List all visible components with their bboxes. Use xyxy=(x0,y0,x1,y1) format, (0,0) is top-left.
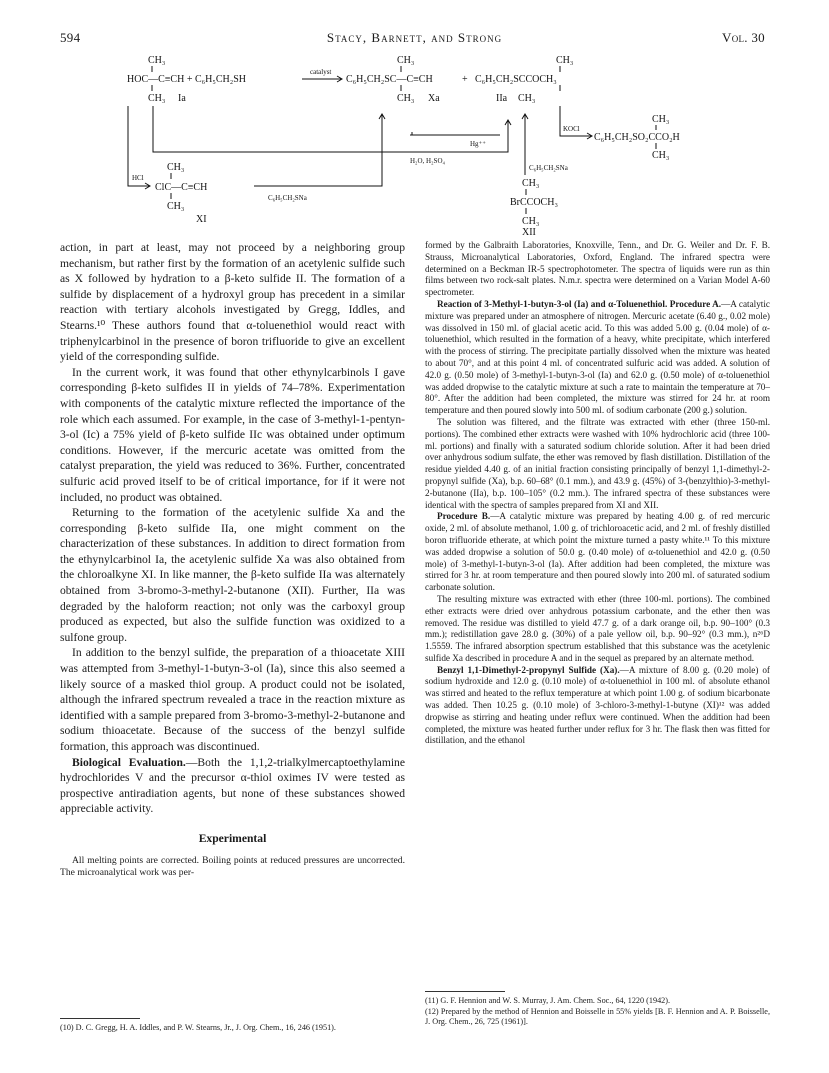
paragraph-current-work: In the current work, it was found that other ethynylcarbinols I gave corresponding β-keto sulfides II in yields of 74–78%. Experimentation with components of the catalytic mixture reflected the importance of the role which each assumed. For example, in the case of 3-methyl-1-pentyn-3-ol (Ic) a 75% yield of β-keto sulfide IIc was obtained under optimum conditions. However, if the mercuric acetate was omitted from the catalyst preparation, the yield was reduced to 36%. Further, concentrated sulfuric acid proved itself to be of critical importance, for if it were not included, no product was obtained. xyxy=(60,365,405,504)
benzyl-sulfide-text: —A mixture of 8.00 g. (0.20 mole) of sodium hydroxide and 12.0 g. (0.10 mole) of α-toluenethiol in 100 ml. of absolute ethanol was stirred and heated to the reflux temperature at which point 1.00 g. of sodium bicarbonate was added. Then 10.25 g. (0.10 mole) of 3-chloro-3-methyl-1-butyne (XI)¹² was added dropwise as stirring and heating under reflux were continued. When the addition had been completed, the mixture was heated further under reflux for 3 hr. The flask then was fitted for distillation, and the ethanol xyxy=(425,664,770,746)
benzyl-sulfide-heading: Benzyl 1,1-Dimethyl-2-propynyl Sulfide (Xa). xyxy=(437,664,620,675)
footnotes-right xyxy=(425,996,770,1028)
paragraph-workup-a: The solution was filtered, and the filtrate was extracted with ether (three 150-ml. portions). The combined ether extracts were washed with 10% hydrochloric acid (three 100-ml. portions) and finally with a saturated sodium chloride solution. After it had been dried over anhydrous sodium sulfate, the ether was removed by flash distillation. Distillation of the residue yielded 4.40 g. of an initial fraction consisting principally of benzyl 1,1-dimethyl-2-propynyl sulfide (Xa), b.p. 60–68° (0.1 mm.), and 43.9 g. (45%) of 3-(benzylthio)-3-methyl-2-butanone (IIa), b.p. 100–105° (0.2 mm.). The infrared spectra of these substances were identical with the spectra of samples prepared from XI and XII. xyxy=(425,416,770,510)
experimental-heading: Experimental xyxy=(198,831,267,845)
plus-sign: + xyxy=(462,74,468,85)
paragraph-procedure-a xyxy=(425,299,770,417)
acid-bottom-methyl: CH₃ xyxy=(652,150,670,161)
page-number: 594 xyxy=(60,30,81,45)
xii-top-methyl: CH₃ xyxy=(522,178,540,189)
xi-label: XI xyxy=(196,214,207,225)
paragraph-procedure-b xyxy=(425,511,770,594)
kocl-label: KOCl xyxy=(563,125,580,133)
acid-top-methyl: CH₃ xyxy=(652,114,670,125)
reaction-scheme xyxy=(0,50,829,235)
xi-bottom-methyl: CH₃ xyxy=(167,201,185,212)
procedure-a-heading: Reaction of 3-Methyl-1-butyn-3-ol (Ia) and α-Toluenethiol. Procedure A. xyxy=(437,298,722,309)
xi-reagent-label: C₆H₅CH₂SNa xyxy=(268,194,307,202)
paragraph-workup-b: The resulting mixture was extracted with ether (three 100-ml. portions). The combined ether extracts were dried over anhydrous potassium carbonate, and the ether then was removed. The residue was distilled to yield 47.7 g. of a dark orange oil, b.p. 90–100° (0.3 mm.); redistillation gave 28.0 g. (30%) of a pale yellow oil, b.p. 90–92° (0.3 mm.), n²⁶D 1.5559. The infrared absorption spectrum established that this substance was the acetylenic sulfide Xa described in procedure A and in the sequel as prepared by an alternate method. xyxy=(425,593,770,663)
right-column xyxy=(425,240,770,747)
xii-bottom-methyl: CH₃ xyxy=(522,216,540,227)
procedure-b-heading: Procedure B. xyxy=(437,511,491,522)
ia-formula: HOC—C≡CH + C₆H₅CH₂SH xyxy=(127,74,246,85)
paragraph-biological-evaluation xyxy=(60,755,405,817)
paragraph-benzyl-sulfide xyxy=(425,665,770,748)
h2o-label: H₂O, H₂SO₄ xyxy=(410,157,445,165)
footnote-10: (10) D. C. Gregg, H. A. Iddles, and P. W. Stearns, Jr., J. Org. Chem., 16, 246 (1951). xyxy=(60,1023,336,1032)
paragraph-mechanism: action, in part at least, may not proceed by a neighboring group mechanism, but rather first by the formation of an acetylenic sulfide such as X followed by hydration to a β-keto sulfide II. The formation of a sulfide by displacement of a hydroxyl group has precedent in a similar reaction with tertiary alcohols investigated by Gregg, Iddles, and Stearns.¹⁰ These authors found that α-toluenethiol would react with triphenylcarbinol in the presence of boron trifluoride to give an excellent yield of the corresponding sulfide. xyxy=(60,241,405,364)
volume-label: Vol. 30 xyxy=(722,30,765,45)
left-column xyxy=(60,240,405,879)
biological-evaluation-heading: Biological Evaluation. xyxy=(72,755,186,769)
procedure-a-text: —A catalytic mixture was prepared under an atmosphere of nitrogen. Mercuric acetate (6.40 g., 0.02 mole) was dissolved in 150 ml. of glacial acetic acid. To this was added 5.00 g. (0.04 mole) of α-toluenethiol, which resulted in the formation of a heavy, white precipitate, which interfered with the process of stirring. The precipitate partially dissolved when the mixture was heated to about 70°, and at this point 4 ml. of concentrated sulfuric acid was added. A solution of 42.0 g. (0.50 mole) of 3-methyl-1-butyn-3-ol (Ia) and 62.0 g. (0.50 mole) of α-toluenethiol was added dropwise to the catalytic mixture at such a rate to maintain the temperature at 70–80°. After the addition had been completed, the mixture was stirred for 24 hr. at room temperature and then poured slowly into 500 ml. of sodium carbonate (200 g.) solution. xyxy=(425,298,770,416)
xa-top-methyl: CH₃ xyxy=(397,55,415,66)
running-title: Stacy, Barnett, and Strong xyxy=(326,30,503,45)
catalyst-label: catalyst xyxy=(310,68,332,76)
hg-label: Hg⁺⁺ xyxy=(470,140,486,148)
iia-top-methyl: CH₃ xyxy=(556,55,574,66)
footnote-rule-right xyxy=(425,991,505,992)
ia-bottom-methyl: CH₃ xyxy=(148,93,166,104)
xi-top-methyl: CH₃ xyxy=(167,162,185,173)
xa-bottom-methyl: CH₃ xyxy=(397,93,415,104)
xa-label: Xa xyxy=(428,93,440,104)
ia-top-methyl: CH₃ xyxy=(148,55,166,66)
iia-formula: C₆H₅CH₂SCCOCH₃ xyxy=(475,74,557,85)
iia-label: IIa xyxy=(496,93,508,104)
procedure-b-text: —A catalytic mixture was prepared by heating 4.00 g. of red mercuric oxide, 2 ml. of absolute methanol, 1.00 g. of trichloroacetic acid, and 2 ml. of freshly distilled boron trifluoride etherate, at which point the mixture turned a pasty white.¹¹ To this mixture was added dropwise a solution of 50.0 g. (0.40 mole) of α-toluenethiol and 42.0 g. (0.50 mole) of 3-methyl-1-butyn-3-ol (Ia). After addition had been completed, the mixture was stirred for 3 hr. at room temperature and then poured slowly into 200 ml. of saturated sodium carbonate solution. xyxy=(425,511,770,593)
footnote-rule-left xyxy=(60,1018,140,1019)
biological-evaluation-text: —Both the 1,1,2-trialkylmercaptoethylamine hydrochlorides V and the precursor α-thiol oximes IV were tested as prospective antiradiation agents, but none of these substances showed appreciable activity. xyxy=(60,755,406,816)
footnote-12: (12) Prepared by the method of Hennion and Boisselle in 55% yields [B. F. Hennion and A. P. Boisselle, J. Org. Chem., 26, 725 (1961)]. xyxy=(425,1006,770,1027)
footnote-11: (11) G. F. Hennion and W. S. Murray, J. Am. Chem. Soc., 64, 1220 (1942). xyxy=(425,996,671,1005)
paragraph-thioacetate: In addition to the benzyl sulfide, the preparation of a thioacetate XIII was attempted from 3-methyl-1-butyn-3-ol (Ia), since this also seemed a likely source of a masked thiol group. A product could not be isolated, although the infrared spectrum revealed a trace in the reaction mixture as identified with a sample prepared from 3-bromo-3-methyl-2-butanone and sodium thioacetate. Because of the success of the benzyl sulfide formation, this approach was discontinued. xyxy=(60,646,405,753)
iia-bottom-methyl: CH₃ xyxy=(518,93,536,104)
paragraph-characterization: Returning to the formation of the acetylenic sulfide Xa and the corresponding β-keto sulfide IIa, one might comment on the characterization of these substances. In addition to direct formation from the ethynylcarbinol Ia, the acetylenic sulfide Xa was also obtained from the chloroalkyne XI. In like manner, the β-keto sulfide IIa was alternately obtained from 3-bromo-3-methyl-2-butanone (XII). Further, IIa was degraded by the haloform reaction; not only was the carboxyl group produced as expected, but also the sulfide function was oxidized to a sulfone group. xyxy=(60,506,405,644)
ia-label: Ia xyxy=(178,93,186,104)
hcl-label: HCl xyxy=(132,174,144,182)
xii-label: XII xyxy=(522,227,536,235)
xii-formula: BrCCOCH₃ xyxy=(510,197,558,208)
acid-formula: C₆H₅CH₂SO₂CCO₂H xyxy=(594,132,680,143)
paragraph-microanalysis: formed by the Galbraith Laboratories, Knoxville, Tenn., and Dr. G. Weiler and Dr. F. B. Strauss, Microanalytical Laboratories, Oxford, England. The infrared spectra were determined on a Beckman IR-5 spectrophotometer. The spectra of liquids were run as thin films between two rock-salt plates. N.m.r. spectra were determined on a Varian Model A-60 spectrometer. xyxy=(425,240,770,298)
xii-reagent-label: C₆H₅CH₂SNa xyxy=(529,164,568,172)
paragraph-experimental-intro: All melting points are corrected. Boiling points at reduced pressures are uncorrected. The microanalytical work was per- xyxy=(60,854,405,878)
xa-formula: C₆H₅CH₂SC—C≡CH xyxy=(346,74,433,85)
xi-formula: ClC—C≡CH xyxy=(155,182,208,193)
